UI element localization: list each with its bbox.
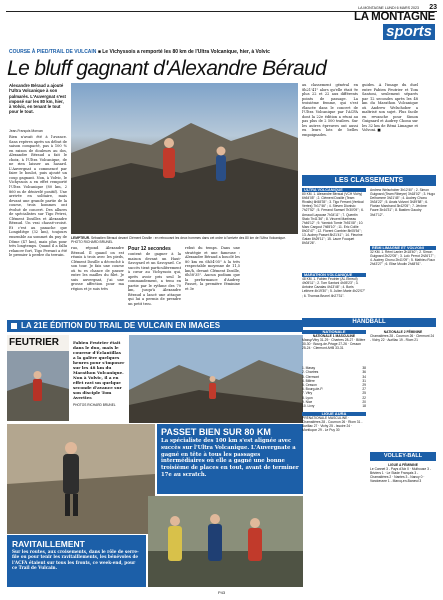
team-points: 27 bbox=[362, 387, 366, 392]
footer-page: P43 bbox=[217, 590, 226, 595]
ravitaillement-text: Sur les routes, aux croisements, dans le rôle de serre-file ou pour tenir les ravitaillements, les bénévoles de l'ACFA étaient sur tous les fronts, ce week-end, pour ce Trail de Vulcain. bbox=[12, 549, 139, 570]
team-name: 8. Lyon bbox=[302, 395, 313, 400]
gallery-photo-runner bbox=[7, 424, 155, 534]
ultra-results: 80 KM. 1. Alexandre Béraud (VCH Vichy) 6h54'05" ; 2. Clément Dosille (Team Rivalis) 6h58'35" ; 3. Tigo Ferrant (Vertical Vertes) 7h17'46" ; 4. Steven Dionisio 7h27'52" ; 5. Ferrand Samsel 7h30'09" ; 6. Arnaud Lapause 7h34'11" ; 7. Quentin Stalo 7h41'36" ; 8. Vincent Martineau 7h46'12" ; 9. Yannick Tomie 7h51'08" ; 10. Marc Cargout 7h55'10" ; 11. Eric Collie 8h02'47" ; 12. Florent Combier 8h05'54" ; 13. Audrey Passet 8h21'41" ; 14. Fleurine Gatan 8h29'11" ; 15. Laure Fouquet 8h34'26". bbox=[302, 192, 364, 246]
article-col3 bbox=[128, 246, 181, 316]
results-col2 bbox=[370, 188, 436, 300]
gallery-photo-mountain bbox=[129, 335, 303, 423]
results-col1 bbox=[302, 188, 366, 317]
team-points: 25 bbox=[362, 391, 366, 396]
article-col2: ruo, répond Alexandre Béraud. Il quand on est réunis à trois avec les pieds, Clément Dosille a décroché à son tour. Je fais une course où tu es chance de passer entre les mailles du filet. Je suis auvergnat, j'ai une grosse affection pour ma région et je suis très bbox=[71, 246, 124, 291]
volleyball-col bbox=[370, 463, 436, 567]
headline: Le bluff gagnant d'Alexandre Béraud bbox=[7, 57, 327, 80]
ravitaillement-title: RAVITAILLEMENT bbox=[12, 539, 85, 549]
team-points: 38 bbox=[362, 366, 366, 371]
standings-table bbox=[302, 366, 366, 408]
team-name: 3. Clermont bbox=[302, 374, 320, 379]
photo-credit: PHOTOS RICHARD BRUNEL bbox=[73, 403, 116, 407]
women-results: Chamalières 28 - Cournon 26 · Clermont 24 - Vichy 22 · Aurillac 19 - Riom 21 bbox=[370, 334, 435, 343]
team-name: 10. Livry bbox=[302, 403, 315, 408]
feutrier-photo bbox=[7, 351, 69, 421]
women-head: NATIONALE 2 FÉMININE bbox=[383, 330, 423, 334]
feutrier-title: FEUTRIER bbox=[9, 337, 59, 348]
results-header: LES CLASSEMENTS bbox=[302, 175, 436, 186]
main-photo bbox=[71, 83, 298, 234]
gallery-photo-volunteers bbox=[148, 496, 303, 587]
team-name: 1. Massy bbox=[302, 366, 316, 371]
team-points: 20 bbox=[362, 399, 366, 404]
banner-text: LA 21E ÉDITION DU TRAIL DE VULCAIN EN IMAGES bbox=[21, 321, 221, 330]
main-photo-caption bbox=[71, 236, 298, 244]
article-col4: rebut du temps. Dans une stratégie et une fameuse : Alexandre Béraud a bouclé les 80 km en 6h54'05" à la très respectable moyenne de 11,5 km/h, devant Clément Dosille, 6h58'35". Aucun podium que la performance d'Audrey Passet, la première féminine et 3e bbox=[185, 246, 240, 291]
team-name: 7. Vitry bbox=[302, 391, 313, 396]
main-photo-art bbox=[71, 83, 298, 234]
mountain-photo bbox=[129, 335, 303, 423]
subheading: Pour 12 secondes bbox=[128, 246, 171, 252]
division-head: NATIONALE 1 MASCULINE bbox=[312, 334, 356, 339]
article-col5: au classement général en 8h21'41" alors qu'elle était 9e plus 22 et 22 aux différents points de passage. La troisième femme, qui s'est élancée dans le concert de l'Ultra Volcanique par l'ACFA dont la 22e édition a réuni au pas plus de 2 500 trailers. Sur les autres épreuves ont aussi eu leurs lots de belles empoignades. bbox=[302, 83, 358, 138]
ligue-head: LIGUE AURA bbox=[302, 412, 366, 416]
passet-text: La spécialiste des 100 km s'est alignée avec succès sur l'Ultra Volcanique. L'Auvergnate a gagné en tête à tous les passages intermédiaires où elle a gagné une bonne troisième de places en tout, avant de terminer 17e au scratch. bbox=[161, 438, 299, 478]
limagne-results: 32 KM. 1. Rémi Lanier 2h18'40" ; 2. Simon Guignard 2h22'05" ; 3. Loïc Perrot 2h26'17" ; 4. Audrey Chonu 2h41'09" ; 5. Mathieu Roux 2h43'27" ; 6. Elise Moulin 2h48'51". bbox=[370, 250, 436, 267]
page-number: 23 bbox=[429, 4, 437, 11]
volleyball-results: Le Cannet 3 - Pays d'Aix 0 · Mulhouse 3 - Béziers 1 · Le Stade Français 3 - Chamalières 2 · Nantes 3 - Nancy 0 · Vandœuvre 1 - Marcq-en-Barœul 3 bbox=[370, 467, 431, 484]
team-points: 36 bbox=[362, 370, 366, 375]
author: Jean-François Morvan bbox=[9, 129, 43, 133]
caption-text: Sébastien Béraud devant Clément Dosille : en retrouvant les deux hommes dans cet ordre à l'arrivée des 80 km de l'Ultra Volcanique. PHOTO RICHARD BRUNEL bbox=[71, 236, 286, 245]
team-name: 9. Nice bbox=[302, 399, 313, 404]
caption-lead: LEMPTEUR. bbox=[71, 236, 91, 240]
volunteers-photo bbox=[148, 496, 303, 587]
handball-header: HANDBALL bbox=[302, 318, 436, 327]
standing-row bbox=[302, 404, 366, 408]
handball-results: Massy/Vitry 31-29 · Chartres 28-27 · Billère 30-30 · Bourg-de-Péage 27-26 · Cesson 25-24 · Clermont AHB 33-31 bbox=[302, 338, 366, 351]
limagne-head: RÉMI LIMAGNE ET VOLVONI bbox=[370, 246, 436, 250]
kicker-label: COURSE À PIED/TRAIL DE VULCAIN bbox=[9, 49, 97, 55]
handball-col1 bbox=[302, 330, 366, 456]
ravitaillement-box bbox=[7, 535, 146, 587]
handball-col2 bbox=[370, 330, 436, 434]
ligue-results: PRÉNATIONALE MASCULINE · Chamalières 28 - Cournon 26 · Riom 31 - Aurillac 27 · Vichy 25 - Issoire 24 · Montluçon 29 - Le Puy 30 bbox=[302, 416, 363, 433]
team-name: 4. Billère bbox=[302, 378, 315, 383]
volleyball-division: LIGUE A FÉMININE bbox=[388, 463, 418, 467]
marathon-head: MARATHON VOLCANIQUE bbox=[302, 273, 366, 277]
team-points: 31 bbox=[362, 378, 366, 383]
kicker-text: ■ Le Vichyssois a remporté les 80 km de l'Ultra Volcanique, hier, à Volvic bbox=[97, 49, 270, 55]
passet-box bbox=[157, 424, 303, 494]
results-col2-text: Andrew Welschober 3h12'40" ; 2. Simon Guignard (Team Ribeyre) 3h18'02" ; 3. Hugo Delhomme 3h21'45" ; 4. Audrey Chonu 3h34'22" ; 5. Anais Volvoni 3h39'58" ; 6. Florian Marchand 3h42'05" ; 7. Jérôme Faure 3h44'31" ; 8. Bastien Gaudry 3h47'12". bbox=[370, 188, 436, 217]
marathon-results: 48 KM. 1. Fabien Feutrier (AL Ebreuil) 4h05'11" ; 2. Tom Santoni 4h05'23" ; 3. Antoine Cazalas 4h13'46" ; 4. Boris Lelièvre 4h19'30" ; 5. Julien Marie 4h22'07" ; 6. Thomas Brunel 4h27'31". bbox=[302, 277, 366, 298]
ultra-head: ULTRA VOLCANIQUE bbox=[302, 188, 366, 192]
article-lead: Alexandre Béraud a ajouté l'Ultra Volcanique à son palmarès. L'Auvergnat s'est imposé sur les 80 km, hier, à Volvic, en tenant le tout pour le tout. bbox=[9, 83, 66, 115]
article-col6: guides. À l'image du duel entre Fabien Feutrier et Tom Santoni, seulement séparés par 12 secondes après les 48 km du Marathon Volcanique où Andrew Welschober a maîtrisé son sujet. Plus facile en revanche pour Simon Guignard et Audrey Chonu sur les 32 km de Rémi Limagne et Volvoni. ■ bbox=[362, 83, 418, 133]
article-col3-text: content de gagner à la maison devant un Haut-Savoyard et un Savoyard. Ce succès tient particulièrement à cœur au Vichyssois qui, après avoir pris seul le commandement, a tenu en partie par le rythme des 70 km, jusqu'à Alexandre Béraud a lancé une attaque qui lui a permis de prendre un petit trou. bbox=[128, 252, 181, 307]
section-banner bbox=[7, 320, 303, 332]
article-col1: Rien n'avait été à l'avance. Sans repères après un début de saison compacté, pas à 100 % en raison de douleurs au dos, Alexandre Béraud a fait le choix, à l'Ultra Volcanique, de ne rien laisser au hasard. L'Auvergnat a commencé par faire le boulot, puis ajouté un coup gagnant. Non, à Volvic, le Vichyssois a en effet remporté l'Ultra Volcanique (80 km, 2 860 m de dénivelé positif). Une arrivée en solitaire, mais devant une grande partie de la course, trois hommes ont évolué de concert. Des allures de spécialistes sur Tigo Petrei, Clément Dosilles et Alexandre Béraud. Un vrai chassé-croisé. Et c'est au panache que Longidiège (32 km), toujours ensemble au sommet du puy de Dôme (47 km), mais plus pour très longtemps. Quand il a fallu relancer fort, Tigo Ferrant a été le premier à perdre du terrain. bbox=[9, 135, 67, 258]
team-points: 29 bbox=[362, 382, 366, 387]
runner-photo bbox=[7, 424, 155, 534]
kicker bbox=[9, 49, 270, 55]
team-points: 22 bbox=[362, 395, 366, 400]
feutrier-panel bbox=[7, 335, 69, 421]
issue-date: LA MONTAGNE LUNDI 6 MARS 2023 bbox=[358, 6, 419, 10]
volleyball-header: VOLLEY-BALL bbox=[370, 452, 436, 461]
team-points: 18 bbox=[362, 403, 366, 408]
team-points: 34 bbox=[362, 374, 366, 379]
section-name: sports bbox=[383, 24, 435, 40]
team-name: 5. Cesson bbox=[302, 382, 317, 387]
passet-title: PASSET BIEN SUR 80 KM bbox=[161, 427, 271, 437]
brand-name: LA MONTAGNE bbox=[353, 11, 435, 23]
team-name: 2. Chartres bbox=[302, 370, 319, 375]
national-head: NATIONALE bbox=[302, 330, 366, 334]
feutrier-text: Fabien Feutrier était dans le duo, mais le coureur d'Éclantillas a la galère quelques heures pour s'imposer sur les 48 km du Marathon Volcanique. Non à Volvic, il a en effet ravi un quelque seconde d'avance sur son disciple Tom Avertier. bbox=[73, 340, 125, 400]
banner-square-icon bbox=[11, 323, 17, 329]
team-name: 6. Bourg-de-P. bbox=[302, 387, 324, 392]
masthead-brand bbox=[354, 12, 435, 41]
